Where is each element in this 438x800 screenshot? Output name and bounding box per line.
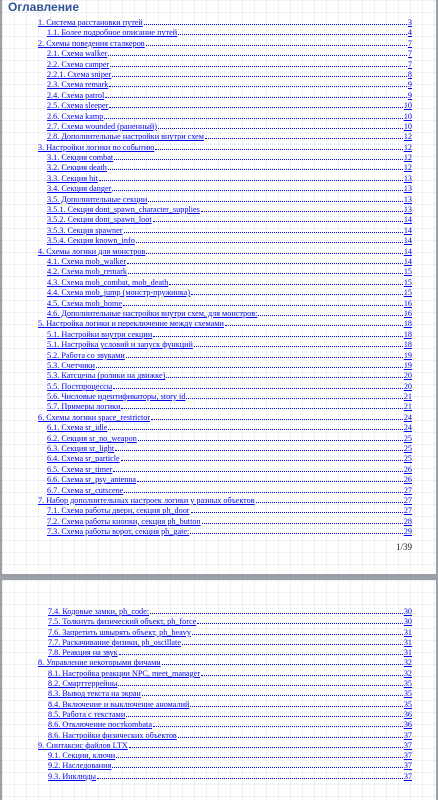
toc-entry-title[interactable]: 7.2. Схема работы кнопки, секция ph_button (47, 516, 201, 526)
toc-leader-dots (182, 637, 403, 645)
toc-leader-dots (146, 246, 402, 254)
toc-entry-title[interactable]: 5.1. Настройки внутри секции (47, 329, 153, 339)
toc-leader-dots (148, 194, 403, 202)
toc-entry-title[interactable]: 6.4. Схема sr_particle (47, 454, 120, 464)
toc-entry-title[interactable]: 5.1. Настройка условий и запуск функций (47, 340, 193, 350)
toc-entry-page[interactable]: 25 (403, 454, 412, 464)
toc-entry-title[interactable]: 2.1. Схема walker (47, 49, 108, 59)
toc-leader-dots (126, 709, 403, 717)
toc-entry-title[interactable]: 8.6. Отключение постkombata (48, 720, 152, 730)
toc-leader-dots (166, 370, 403, 378)
toc-leader-dots (146, 38, 407, 46)
toc-leader-dots (137, 474, 403, 482)
toc-entry-title[interactable]: 3.2. Секция death (47, 163, 107, 173)
toc-entry-page[interactable]: 20 (403, 381, 412, 391)
toc-entry-page[interactable]: 16 (403, 298, 412, 308)
toc-entry-page[interactable]: 35 (403, 699, 412, 709)
toc-entry[interactable] (2, 100, 436, 110)
toc-entry-title[interactable]: 6.2. Секция sr_no_weapon (47, 433, 137, 443)
toc-entry-title[interactable]: 8.6. Настройки физических объектов (48, 730, 177, 740)
toc-entry-title[interactable]: 8.4. Включение и выключение аномалий (48, 699, 190, 709)
toc-entry[interactable] (2, 194, 436, 204)
toc-entry-title[interactable]: 8.3. Вывод текста на экран (48, 689, 141, 699)
toc-entry-title[interactable]: 7.6. Запретить швырять объект, ph_heavy (48, 627, 191, 637)
toc-leader-dots (104, 111, 403, 119)
toc-leader-dots (258, 308, 402, 316)
toc-entry-title[interactable]: 8.1. Настройка реакции NPC, meet_manager (48, 668, 201, 678)
toc-list (2, 17, 436, 537)
toc-leader-dots (158, 121, 403, 129)
toc-leader-dots (169, 277, 402, 285)
toc-leader-dots (114, 152, 403, 160)
toc-entry[interactable] (2, 678, 436, 688)
toc-entry[interactable] (2, 657, 436, 667)
toc-entry-title[interactable]: 7.3. Схема работы ворот, секция ph_gate: (47, 527, 190, 537)
toc-entry-title[interactable]: 7.4. Кодовые замки, ph_code: (48, 607, 150, 616)
toc-entry[interactable] (2, 464, 436, 474)
toc-entry[interactable] (2, 246, 436, 256)
toc-entry-title[interactable]: 4.6. Дополнительные настройки внутри схем, для монстров: (47, 308, 258, 318)
toc-entry[interactable] (2, 616, 436, 626)
toc-entry-page[interactable]: 3 (407, 18, 412, 27)
toc-entry-page[interactable]: 24 (403, 423, 412, 433)
toc-entry[interactable] (2, 225, 436, 235)
toc-leader-dots (128, 266, 403, 274)
toc-entry-page[interactable]: 26 (403, 464, 412, 474)
toc-entry[interactable] (2, 495, 436, 505)
toc-leader-dots (112, 183, 402, 191)
toc-leader-dots (225, 318, 403, 326)
toc-leader-dots (112, 69, 407, 77)
toc-leader-dots (191, 505, 403, 513)
toc-leader-dots (186, 391, 402, 399)
toc-leader-dots (121, 453, 403, 461)
toc-leader-dots (115, 443, 403, 451)
toc-leader-dots (119, 647, 403, 655)
toc-entry[interactable] (2, 709, 436, 719)
toc-entry-page[interactable]: 37 (403, 771, 412, 781)
toc-entry-title[interactable]: 3.4. Секция danger (47, 184, 112, 194)
toc-entry-page[interactable]: 20 (403, 371, 412, 381)
toc-entry-page[interactable]: 14 (403, 215, 412, 225)
toc-entry-page[interactable]: 35 (403, 689, 412, 699)
toc-leader-dots (178, 730, 403, 738)
toc-entry-title[interactable]: 5.5. Постпроцессы (47, 381, 113, 391)
toc-entry-page[interactable]: 19 (403, 350, 412, 360)
toc-entry-title[interactable]: 5.7. Примеры логики (47, 402, 121, 412)
toc-entry-page[interactable]: 14 (403, 225, 412, 235)
toc-leader-dots (108, 48, 407, 56)
toc-entry[interactable] (2, 339, 436, 349)
toc-entry-page[interactable]: 15 (403, 277, 412, 287)
toc-entry[interactable] (2, 485, 436, 495)
toc-entry-title[interactable]: 9. Синтаксис файлов LTX (38, 740, 128, 750)
toc-entry-title[interactable]: 4.5. Схема mob_home (47, 298, 122, 308)
toc-entry-page[interactable]: 21 (403, 392, 412, 402)
toc-entry-page[interactable]: 29 (403, 527, 412, 537)
toc-entry-page[interactable]: 12 (403, 142, 412, 152)
toc-entry-page[interactable]: 37 (403, 751, 412, 761)
toc-entry-title[interactable]: 2.8. Дополнительные настройки внутри схем (47, 132, 204, 142)
toc-entry[interactable] (2, 730, 436, 740)
toc-leader-dots (121, 401, 402, 409)
toc-entry-title[interactable]: 4. Схемы логики для монстров (38, 246, 146, 256)
toc-entry[interactable] (2, 183, 436, 193)
toc-entry[interactable] (2, 647, 436, 657)
toc-entry[interactable] (2, 760, 436, 770)
toc-entry-page[interactable]: 10 (403, 111, 412, 121)
toc-entry-page[interactable]: 25 (403, 433, 412, 443)
toc-entry-page[interactable]: 19 (403, 360, 412, 370)
toc-entry-title[interactable]: 3.3. Секция hit (47, 173, 98, 183)
toc-entry[interactable] (2, 391, 436, 401)
toc-entry-page[interactable]: 12 (403, 153, 412, 163)
toc-entry-page[interactable]: 27 (403, 485, 412, 495)
toc-entry-title[interactable]: 3.5.3. Секция spawner (47, 225, 123, 235)
toc-leader-dots (118, 678, 402, 686)
toc-entry-page[interactable]: 25 (403, 444, 412, 454)
toc-leader-dots (190, 526, 403, 534)
toc-leader-dots (178, 27, 407, 35)
toc-entry-title[interactable]: 2.7. Схема wounded (раненный) (47, 121, 158, 131)
toc-leader-dots (124, 485, 403, 493)
toc-leader-dots (105, 90, 407, 98)
toc-entry-page[interactable]: 28 (403, 516, 412, 526)
toc-entry-page[interactable]: 13 (403, 184, 412, 194)
toc-leader-dots (191, 287, 403, 295)
document-page-1 (2, 0, 436, 574)
toc-entry-title[interactable]: 6.6. Схема sr_psy_antenna (47, 475, 137, 485)
toc-leader-dots (153, 329, 403, 337)
toc-entry-title[interactable]: 3.5.1. Секция dont_spawn_character_supplies (47, 205, 200, 215)
toc-leader-dots (110, 59, 407, 67)
toc-entry-page[interactable]: 36 (403, 709, 412, 719)
toc-entry[interactable] (2, 526, 436, 536)
toc-entry-page[interactable]: 18 (403, 319, 412, 329)
toc-entry[interactable] (2, 606, 436, 616)
toc-entry[interactable] (2, 771, 436, 781)
toc-entry-page[interactable]: 13 (403, 205, 412, 215)
toc-leader-dots (97, 771, 403, 779)
toc-entry-title[interactable]: 7. Набор дополнительных настроек логики у разных объектов (38, 495, 255, 505)
toc-entry[interactable] (2, 329, 436, 339)
toc-entry-title[interactable]: 3.5. Дополнительные секции (47, 194, 148, 204)
toc-leader-dots (142, 688, 403, 696)
toc-entry-title[interactable]: 2.3. Схема remark (47, 80, 109, 90)
toc-entry-title[interactable]: 6.7. Схема sr_cutscene (47, 485, 124, 495)
toc-entry-page[interactable]: 16 (403, 308, 412, 318)
toc-entry-title[interactable]: 5.2. Работа со звуками (47, 350, 125, 360)
toc-entry-title[interactable]: 8.5. Работа с текстами (48, 709, 126, 719)
toc-entry[interactable] (2, 627, 436, 637)
toc-entry-title[interactable]: 9.2. Наследования (48, 761, 112, 771)
toc-entry[interactable] (2, 256, 436, 266)
toc-entry-title[interactable]: 2.4. Схема patrol (47, 90, 105, 100)
toc-entry-page[interactable]: 31 (403, 648, 412, 658)
toc-leader-dots (109, 79, 407, 87)
toc-entry-page[interactable]: 14 (403, 256, 412, 266)
toc-entry-title[interactable]: 2.6. Схема kamp (47, 111, 104, 121)
toc-entry-title[interactable]: 2. Схемы поведения сталкеров (38, 38, 145, 48)
toc-leader-dots (144, 17, 407, 25)
toc-entry-page[interactable]: 32 (403, 668, 412, 678)
toc-entry-page[interactable]: 12 (403, 132, 412, 142)
toc-entry[interactable] (2, 121, 436, 131)
toc-entry-page[interactable]: 37 (403, 740, 412, 750)
toc-entry-title[interactable]: 8.2. Смарттеррейны (48, 679, 118, 689)
toc-entry[interactable] (2, 204, 436, 214)
toc-entry-title[interactable]: 6. Схемы логики space_restrictor (38, 412, 151, 422)
toc-entry-title[interactable]: 7.5. Толкнуть физический объект, ph_force (48, 617, 197, 627)
toc-leader-dots (123, 298, 403, 306)
toc-leader-dots (153, 719, 403, 727)
toc-entry-title[interactable]: 2.5. Схема sleeper (47, 101, 109, 111)
toc-leader-dots (112, 760, 403, 768)
toc-entry[interactable] (2, 111, 436, 121)
toc-entry[interactable] (2, 162, 436, 172)
toc-entry[interactable] (2, 318, 436, 328)
toc-entry-page[interactable]: 12 (403, 163, 412, 173)
toc-entry[interactable] (2, 474, 436, 484)
toc-entry[interactable] (2, 381, 436, 391)
toc-leader-dots (256, 495, 403, 503)
toc-entry-page[interactable]: 18 (403, 340, 412, 350)
toc-leader-dots (201, 204, 403, 212)
toc-entry[interactable] (2, 131, 436, 141)
toc-entry[interactable] (2, 453, 436, 463)
toc-entry-title[interactable]: 6.3. Секция sr_light (47, 444, 115, 454)
toc-entry-title[interactable]: 7.7. Раскачивание физики, ph_oscillate (48, 637, 181, 647)
toc-entry-title[interactable]: 6.1. Схема sr_idle (47, 423, 108, 433)
page-number: 1/39 (395, 542, 412, 552)
toc-entry-page[interactable]: 8 (407, 69, 412, 79)
toc-entry[interactable] (2, 699, 436, 709)
toc-entry-page[interactable]: 37 (403, 761, 412, 771)
toc-entry-page[interactable]: 15 (403, 267, 412, 277)
toc-entry-title[interactable]: 4.4. Схема mob_jump (монстр-пружинка) (47, 288, 191, 298)
toc-leader-dots (99, 173, 403, 181)
toc-entry-page[interactable]: 10 (403, 101, 412, 111)
toc-entry-title[interactable]: 3.1. Секция combat (47, 153, 114, 163)
toc-entry-page[interactable]: 30 (403, 617, 412, 627)
toc-entry-title[interactable]: 8. Управление некоторыми фичами (38, 658, 161, 668)
toc-entry-page[interactable]: 9 (407, 90, 412, 100)
toc-entry-page[interactable]: 7 (407, 59, 412, 69)
toc-entry-page[interactable]: 35 (403, 679, 412, 689)
toc-entry-title[interactable]: 6.5. Схема sr_timer (47, 464, 113, 474)
toc-entry[interactable] (2, 401, 436, 411)
toc-leader-dots (153, 214, 403, 222)
toc-entry[interactable] (2, 69, 436, 79)
toc-leader-dots (205, 131, 403, 139)
toc-entry-page[interactable]: 14 (403, 236, 412, 246)
toc-entry-page[interactable]: 15 (403, 288, 412, 298)
toc-leader-dots (108, 422, 402, 430)
toc-entry-page[interactable]: 21 (403, 402, 412, 412)
toc-entry[interactable] (2, 688, 436, 698)
toc-entry-title[interactable]: 2.2.1. Схема sniper (47, 69, 112, 79)
toc-entry-page[interactable]: 27 (403, 506, 412, 516)
toc-entry[interactable] (2, 370, 436, 380)
toc-entry-title[interactable]: 5.3. Катсцены (ролики на движке) (47, 371, 166, 381)
toc-leader-dots (127, 256, 403, 264)
toc-entry-title[interactable]: 1.1. Более подробное описание путей (47, 28, 178, 38)
toc-entry[interactable] (2, 505, 436, 515)
toc-entry-title[interactable]: 4.1. Схема mob_walker (47, 256, 127, 266)
toc-leader-dots (155, 142, 402, 150)
toc-leader-dots (113, 464, 402, 472)
toc-entry-page[interactable]: 36 (403, 720, 412, 730)
toc-entry-title[interactable]: 9.1. Секции, ключи (48, 751, 116, 761)
toc-entry[interactable] (2, 516, 436, 526)
toc-entry-page[interactable]: 24 (403, 412, 412, 422)
toc-entry-title[interactable]: 3. Настройки логики по событию (38, 142, 155, 152)
toc-leader-dots (138, 433, 403, 441)
toc-entry[interactable] (2, 719, 436, 729)
toc-entry[interactable] (2, 38, 436, 48)
toc-entry[interactable] (2, 308, 436, 318)
toc-leader-dots (109, 100, 403, 108)
toc-leader-dots (194, 339, 403, 347)
toc-leader-dots (151, 412, 403, 420)
toc-entry-page[interactable]: 10 (403, 121, 412, 131)
toc-leader-dots (124, 225, 403, 233)
toc-entry[interactable] (2, 79, 436, 89)
toc-title: Оглавление (8, 0, 79, 14)
toc-entry[interactable] (2, 360, 436, 370)
toc-entry[interactable] (2, 142, 436, 152)
toc-entry[interactable] (2, 750, 436, 760)
toc-entry[interactable] (2, 17, 436, 27)
toc-entry-page[interactable]: 18 (403, 329, 412, 339)
toc-entry-title[interactable]: 7.8. Реакция на звук (48, 648, 118, 658)
toc-entry[interactable] (2, 637, 436, 647)
toc-entry-page[interactable]: 13 (403, 194, 412, 204)
toc-leader-dots (162, 657, 403, 665)
toc-entry-page[interactable]: 7 (407, 38, 412, 48)
toc-leader-dots (192, 627, 403, 635)
toc-entry[interactable] (2, 433, 436, 443)
toc-entry[interactable] (2, 48, 436, 58)
toc-entry-page[interactable]: 4 (407, 28, 412, 38)
toc-entry-page[interactable]: 37 (403, 730, 412, 740)
toc-entry[interactable] (2, 668, 436, 678)
toc-entry-page[interactable]: 13 (403, 173, 412, 183)
toc-entry[interactable] (2, 277, 436, 287)
toc-entry-title[interactable]: 5. Настройка логики и переключение между схемами (38, 319, 224, 329)
toc-entry[interactable] (2, 235, 436, 245)
toc-entry[interactable] (2, 740, 436, 750)
toc-entry-page[interactable]: 32 (403, 658, 412, 668)
toc-entry[interactable] (2, 287, 436, 297)
toc-leader-dots (126, 350, 403, 358)
toc-entry-title[interactable]: 4.3. Схема mob_combat, mob_death (47, 277, 169, 287)
toc-entry-title[interactable]: 5.6. Числовые идентификаторы, story id (47, 392, 186, 402)
toc-leader-dots (202, 516, 403, 524)
toc-leader-dots (113, 381, 403, 389)
toc-entry-page[interactable]: 14 (403, 246, 412, 256)
toc-entry-title[interactable]: 2.2. Схема camper (47, 59, 110, 69)
toc-entry[interactable] (2, 443, 436, 453)
toc-entry[interactable] (2, 422, 436, 432)
toc-entry[interactable] (2, 90, 436, 100)
toc-entry-page[interactable]: 27 (403, 495, 412, 505)
toc-leader-dots (150, 606, 403, 614)
toc-entry-title[interactable]: 9.3. Инклюды (48, 771, 97, 781)
toc-entry-title[interactable]: 3.5.2. Секция dont_spawn_loot (47, 215, 152, 225)
toc-entry-page[interactable]: 30 (403, 607, 412, 616)
toc-leader-dots (197, 616, 403, 624)
toc-entry-title[interactable]: 3.5.4. Секция known_info (47, 236, 135, 246)
toc-entry-page[interactable]: 31 (403, 637, 412, 647)
toc-entry-page[interactable]: 7 (407, 49, 412, 59)
toc-leader-dots (116, 750, 403, 758)
toc-entry-title[interactable]: 7.1. Схема работы двери, секция ph_door (47, 506, 190, 516)
toc-entry-title[interactable]: 1. Система расстановки путей (38, 18, 143, 27)
toc-entry[interactable] (2, 27, 436, 37)
toc-entry[interactable] (2, 298, 436, 308)
toc-entry[interactable] (2, 173, 436, 183)
document-page-2 (2, 580, 436, 800)
toc-entry[interactable] (2, 266, 436, 276)
toc-leader-dots (136, 235, 403, 243)
toc-leader-dots (129, 740, 403, 748)
toc-entry-page[interactable]: 9 (407, 80, 412, 90)
toc-list-continued (2, 606, 436, 781)
toc-leader-dots (190, 699, 402, 707)
toc-entry-page[interactable]: 31 (403, 627, 412, 637)
toc-entry[interactable] (2, 350, 436, 360)
toc-entry-title[interactable]: 4.2. Схема mob_remark (47, 267, 127, 277)
toc-entry-title[interactable]: 5.3. Счетчики (47, 360, 95, 370)
toc-leader-dots (108, 162, 403, 170)
toc-leader-dots (96, 360, 403, 368)
toc-entry[interactable] (2, 412, 436, 422)
toc-entry[interactable] (2, 214, 436, 224)
toc-leader-dots (201, 668, 403, 676)
toc-entry-page[interactable]: 26 (403, 475, 412, 485)
toc-entry[interactable] (2, 59, 436, 69)
toc-entry[interactable] (2, 152, 436, 162)
